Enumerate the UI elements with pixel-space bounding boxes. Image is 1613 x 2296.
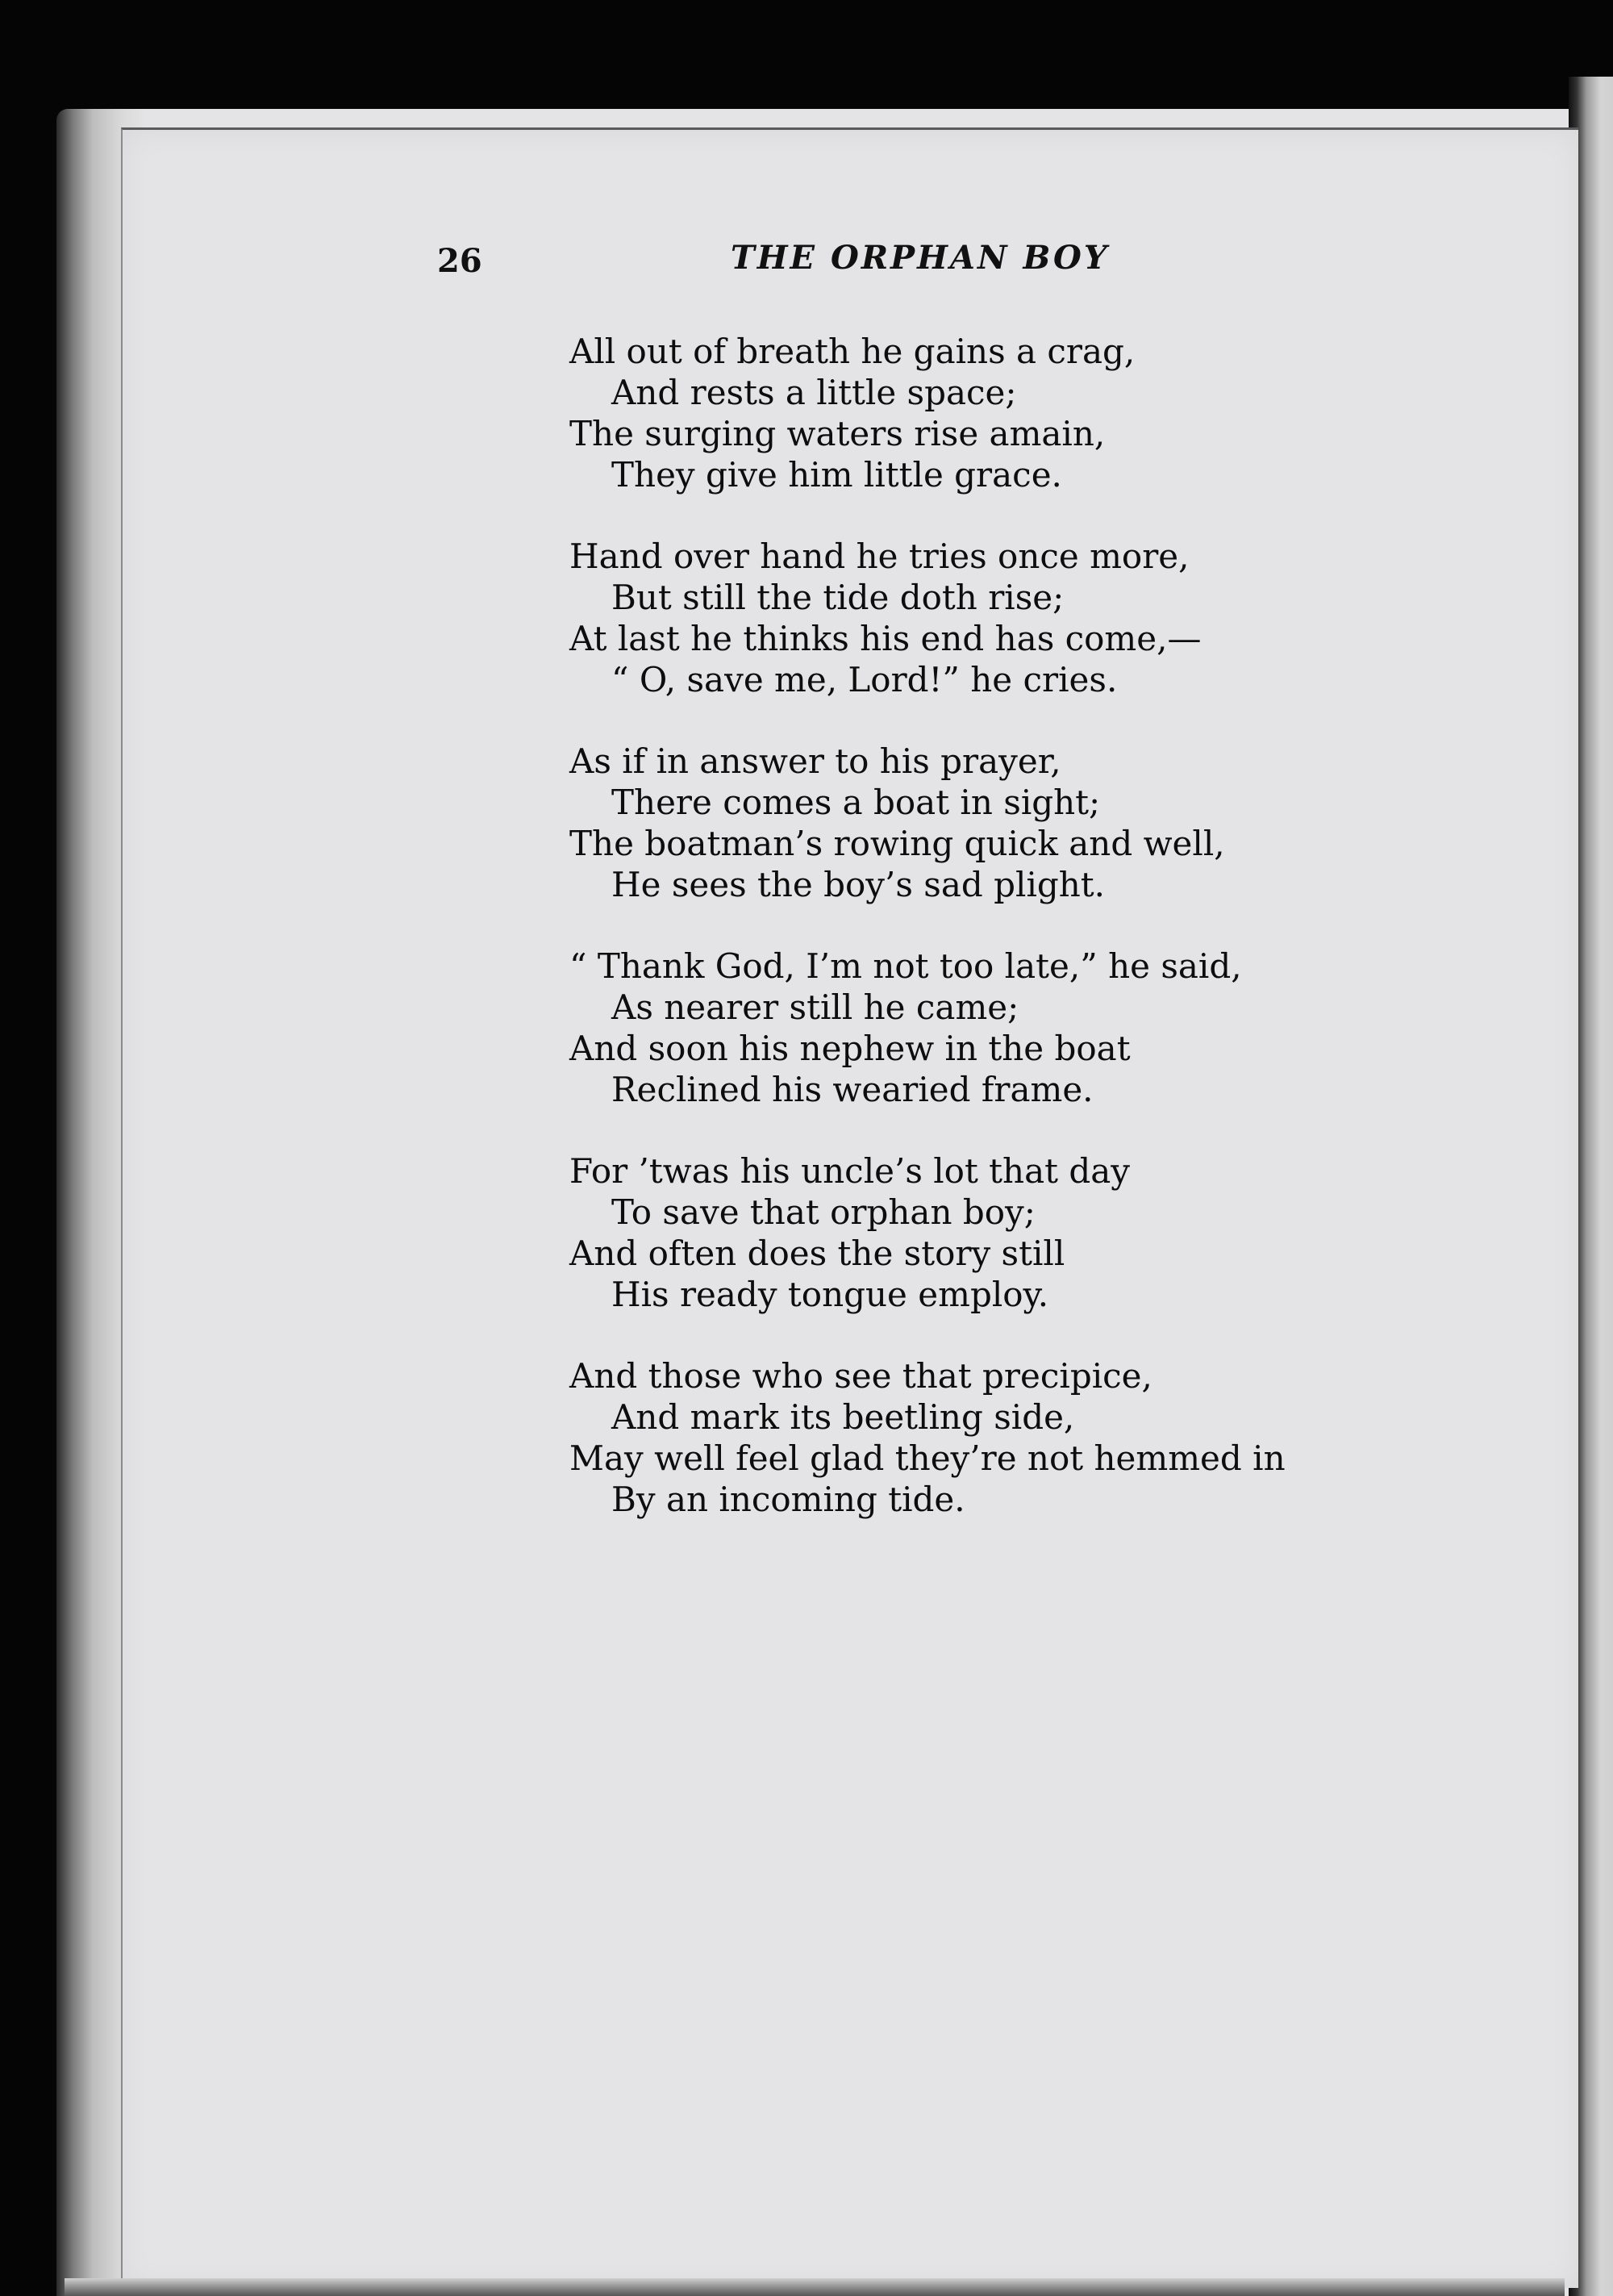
stanza [569,741,1376,905]
running-title: THE ORPHAN BOY [731,239,1110,277]
poem-line: The boatman’s rowing quick and well, [569,824,1225,863]
poem-line: As nearer still he came; [611,987,1019,1027]
book-bottom-edge [65,2278,1565,2296]
poem-line: All out of breath he gains a crag, [569,332,1136,371]
poem-line: And mark its beetling side, [611,1397,1075,1437]
poem-line: For ’twas his uncle’s lot that day [569,1151,1131,1191]
poem-line: And those who see that precipice, [569,1356,1152,1396]
stanza [569,1355,1376,1520]
poem-line: “ O, save me, Lord!” he cries. [611,660,1118,699]
poem-line: Reclined his wearied frame. [611,1070,1094,1109]
poem-line: But still the tide doth rise; [611,578,1065,617]
poem-line: There comes a boat in sight; [611,783,1101,822]
poem-line: At last he thinks his end has come,— [569,619,1202,658]
poem-line: And often does the story still [569,1234,1065,1273]
page-number: 26 [437,242,482,280]
poem-line: Hand over hand he tries once more, [569,536,1190,576]
poem-line: “ Thank God, I’m not too late,” he said, [569,946,1242,986]
poem-line: As if in answer to his prayer, [569,741,1061,781]
poem-line: By an incoming tide. [611,1480,965,1519]
poem-line: And rests a little space; [611,373,1017,412]
poem-line: They give him little grace. [611,455,1062,495]
poem-line: His ready tongue employ. [611,1275,1049,1314]
stanza [569,1150,1376,1315]
poem-line: And soon his nephew in the boat [569,1029,1131,1068]
poem-line: He sees the boy’s sad plight. [611,865,1106,904]
stanza [569,536,1376,700]
poem-line: May well feel glad they’re not hemmed in [569,1438,1286,1478]
poem-line: To save that orphan boy; [611,1192,1036,1232]
stanza [569,946,1376,1110]
page-header [315,239,1282,290]
poem-body [569,331,1376,1560]
poem-line: The surging waters rise amain, [569,414,1106,453]
stanza [569,331,1376,495]
